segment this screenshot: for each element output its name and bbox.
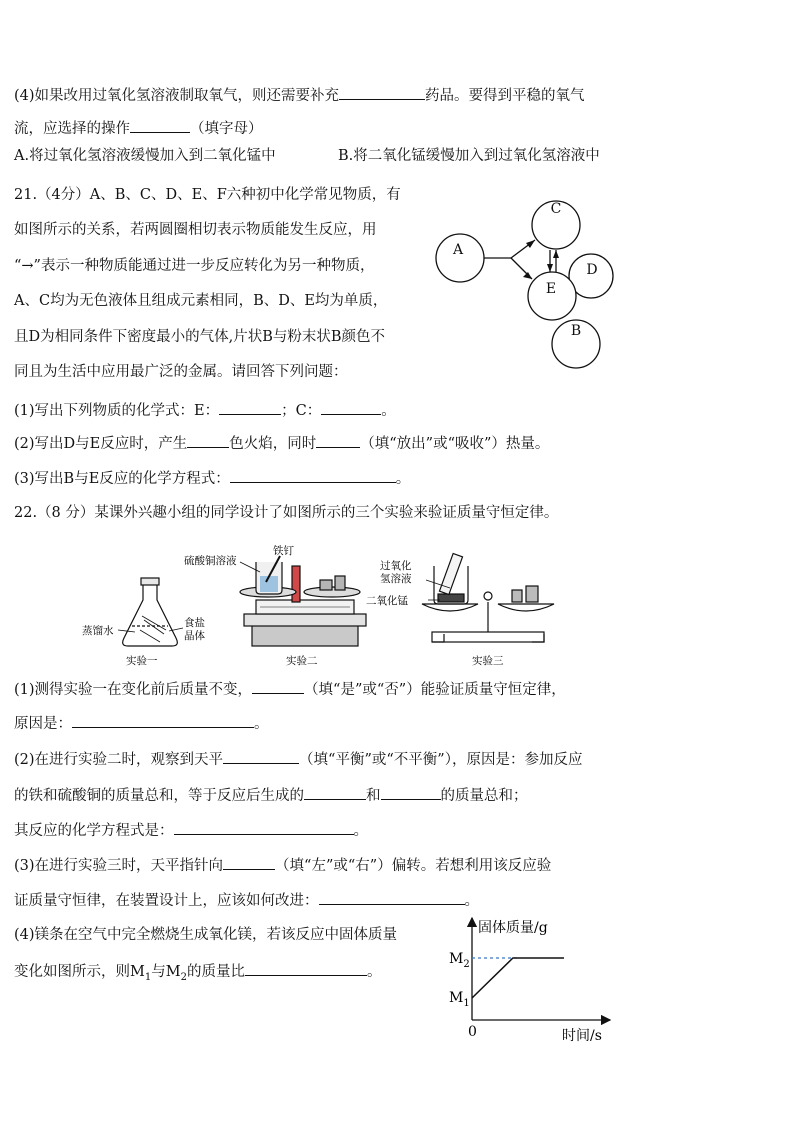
q21-stem-line-2: 如图所示的关系，若两圆圈相切表示物质能发生反应，用	[14, 222, 377, 238]
q21-stem-line-6: 同且为生活中应用最广泛的金属。请回答下列问题：	[14, 364, 348, 380]
exp3-balance	[422, 553, 554, 642]
q21-part-3: (3)写出B与E反应的化学方程式： 。	[14, 467, 410, 489]
q22-blank-p1-yesno[interactable]	[252, 678, 304, 694]
q22-part-2-line3: 其反应的化学方程式是： 。	[14, 819, 368, 841]
q20-4-blank-reagent[interactable]	[339, 84, 425, 100]
q21-part-1: (1)写出下列物质的化学式：E： ；C： 。	[14, 399, 396, 421]
exp3-h2o2-label-1: 过氧化	[380, 560, 412, 572]
q21-stem-line-1: 21.（4分）A、B、C、D、E、F六种初中化学常见物质，有	[14, 187, 401, 203]
q22-part-3-line2: 证质量守恒律，在装置设计上，应该如何改进： 。	[14, 889, 479, 911]
q21-relation-diagram	[425, 192, 635, 372]
exp1-water-label: 蒸馏水	[82, 625, 114, 637]
q22-blank-p1-reason[interactable]	[72, 712, 254, 728]
q22-part-4-line1: (4)镁条在空气中完全燃烧生成氧化镁，若该反应中固体质量	[14, 927, 398, 943]
q21-blank-e-formula[interactable]	[219, 399, 281, 415]
q22-mass-time-chart	[438, 912, 618, 1048]
label-e: E	[545, 281, 557, 297]
exp1-salt-label-2: 晶体	[184, 630, 205, 642]
y-axis-label: 固体质量/g	[478, 920, 548, 936]
q22-blank-p2-balance[interactable]	[223, 748, 299, 764]
q22-part-1-line2: 原因是： 。	[14, 712, 269, 734]
q22-blank-p3-improve[interactable]	[319, 889, 465, 905]
q22-blank-p3-direction[interactable]	[223, 854, 275, 870]
x-axis-label: 时间/s	[562, 1028, 602, 1044]
q21-stem-line-5: 且D为相同条件下密度最小的气体,片状B与粉末状B颜色不	[14, 329, 386, 345]
q22-blank-p2-product1[interactable]	[304, 784, 366, 800]
origin-label: 0	[468, 1024, 477, 1040]
q21-blank-flame-color[interactable]	[187, 432, 229, 448]
q22-part-4-line2: 变化如图所示，则$M_1$与$M_2$的质量比 。	[14, 960, 381, 988]
q22-part-3-line1: (3)在进行实验三时，天平指针向 （填“左”或“右”）偏转。若想利用该反应验	[14, 854, 551, 876]
exp1-caption: 实验一	[126, 655, 158, 667]
q22-blank-p2-equation[interactable]	[174, 819, 354, 835]
exp3-h2o2-label-2: 氢溶液	[380, 573, 412, 585]
tick-label-m2: $M_2$	[449, 951, 470, 970]
q20-4-line1: (4)如果改用过氧化氢溶液制取氧气，则还需要补充 药品。要得到平稳的氧气	[14, 84, 585, 106]
exp1-salt-label-1: 食盐	[184, 617, 205, 629]
q22-part-1-line1: (1)测得实验一在变化前后质量不变， （填“是”或“否”）能验证质量守恒定律，	[14, 678, 566, 700]
exp1-flask	[123, 578, 178, 646]
q21-stem-line-3: “→”表示一种物质能通过进一步反应转化为另一种物质，	[14, 258, 375, 274]
q21-part-2: (2)写出D与E反应时，产生 色火焰，同时 （填“放出”或“吸收”）热量。	[14, 432, 549, 454]
q20-4-option-b: B.将二氧化锰缓慢加入到过氧化氢溶液中	[338, 148, 600, 164]
exp3-caption: 实验三	[472, 655, 504, 667]
label-a: A	[452, 242, 464, 258]
q21-stem-line-4: A、C均为无色液体且组成元素相同，B、D、E均为单质，	[14, 293, 388, 309]
q22-blank-p2-product2[interactable]	[381, 784, 441, 800]
q21-blank-equation[interactable]	[230, 467, 396, 483]
q22-experiments-figure	[80, 538, 560, 670]
q21-blank-c-formula[interactable]	[321, 399, 381, 415]
label-b: B	[570, 323, 582, 339]
label-d: D	[586, 262, 598, 278]
exp2-solution-label: 硫酸铜溶液	[184, 555, 237, 567]
exp3-mno2-label: 二氧化锰	[366, 595, 408, 607]
tick-label-m1: $M_1$	[449, 990, 470, 1009]
exp2-balance	[240, 556, 366, 646]
mass-series-line	[472, 958, 564, 998]
q20-4-line2: 流，应选择的操作 （填字母）	[14, 117, 263, 139]
q22-part-2-line1: (2)在进行实验二时，观察到天平 （填“平衡”或“不平衡”），原因是：参加反应	[14, 748, 582, 770]
q20-4-blank-operation[interactable]	[130, 117, 190, 133]
q22-blank-p4-ratio[interactable]	[245, 960, 367, 976]
exp2-nail-label: 铁钉	[273, 545, 294, 557]
q22-part-2-line2: 的铁和硫酸铜的质量总和，等于反应后生成的 和 的质量总和；	[14, 784, 528, 806]
exp2-caption: 实验二	[286, 655, 318, 667]
label-c: C	[550, 201, 562, 217]
q22-stem: 22.（8 分）某课外兴趣小组的同学设计了如图所示的三个实验来验证质量守恒定律。	[14, 505, 559, 521]
q20-4-option-a: A.将过氧化氢溶液缓慢加入到二氧化锰中	[14, 148, 276, 164]
q21-blank-heat[interactable]	[316, 432, 360, 448]
